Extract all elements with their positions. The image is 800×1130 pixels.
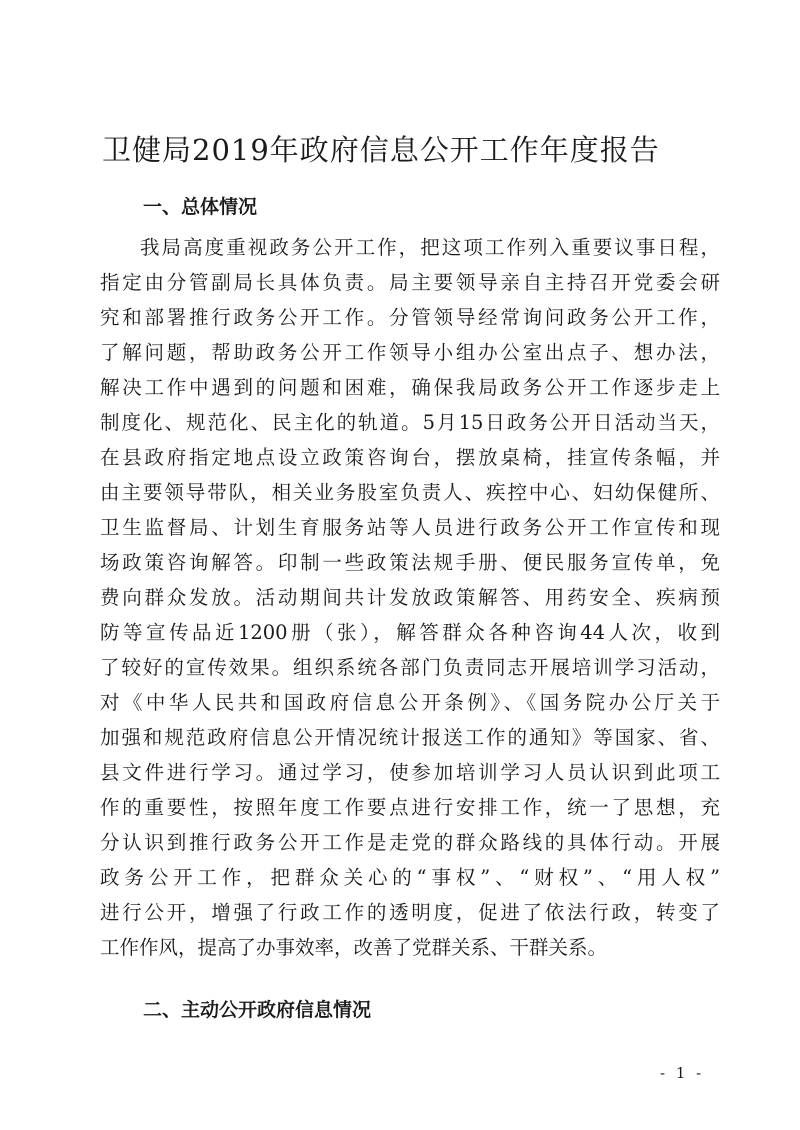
body-line: 工作作风，提高了办事效率，改善了党群关系、干群关系。 <box>100 936 608 959</box>
body-line: 加强和规范政府信息公开情况统计报送工作的通知》等国家、省、 <box>100 726 720 749</box>
document-title: 卫健局2019年政府信息公开工作年度报告 <box>102 133 660 167</box>
body-line: 了解问题，帮助政务公开工作领导小组办公室出点子、想办法， <box>100 341 720 364</box>
body-line: 场政策咨询解答。印制一些政策法规手册、便民服务宣传单，免 <box>100 551 720 574</box>
page-number: - 1 - <box>660 1064 705 1082</box>
section-heading-proactive-disclosure: 二、主动公开政府信息情况 <box>143 999 372 1021</box>
body-line: 进行公开，增强了行政工作的透明度，促进了依法行政，转变了 <box>100 901 720 924</box>
body-line: 防等宣传品近1200册（张），解答群众各种咨询44人次，收到 <box>100 621 720 644</box>
body-line: 了较好的宣传效果。组织系统各部门负责同志开展培训学习活动， <box>100 656 720 679</box>
body-line: 我局高度重视政务公开工作，把这项工作列入重要议事日程， <box>140 236 720 259</box>
body-line: 制度化、规范化、民主化的轨道。5月15日政务公开日活动当天， <box>100 411 720 434</box>
body-line: 分认识到推行政务公开工作是走党的群众路线的具体行动。开展 <box>100 831 720 854</box>
section-body-overview <box>100 230 720 965</box>
body-line: 在县政府指定地点设立政策咨询台，摆放桌椅，挂宣传条幅，并 <box>100 446 720 469</box>
section-heading-overview: 一、总体情况 <box>143 196 258 218</box>
body-line: 卫生监督局、计划生育服务站等人员进行政务公开工作宣传和现 <box>100 516 720 539</box>
body-line: 究和部署推行政务公开工作。分管领导经常询问政务公开工作， <box>100 306 720 329</box>
body-line: 费向群众发放。活动期间共计发放政策解答、用药安全、疾病预 <box>100 586 720 609</box>
body-line: 县文件进行学习。通过学习，使参加培训学习人员认识到此项工 <box>100 761 720 784</box>
body-line: 解决工作中遇到的问题和困难，确保我局政务公开工作逐步走上 <box>100 376 720 399</box>
body-line: 指定由分管副局长具体负责。局主要领导亲自主持召开党委会研 <box>100 271 720 294</box>
body-line: 对《中华人民共和国政府信息公开条例》、《国务院办公厅关于 <box>100 691 720 714</box>
body-line: 作的重要性，按照年度工作要点进行安排工作，统一了思想，充 <box>100 796 720 819</box>
body-line: 政务公开工作，把群众关心的“事权”、“财权”、“用人权” <box>100 866 720 889</box>
body-line: 由主要领导带队，相关业务股室负责人、疾控中心、妇幼保健所、 <box>100 481 720 504</box>
